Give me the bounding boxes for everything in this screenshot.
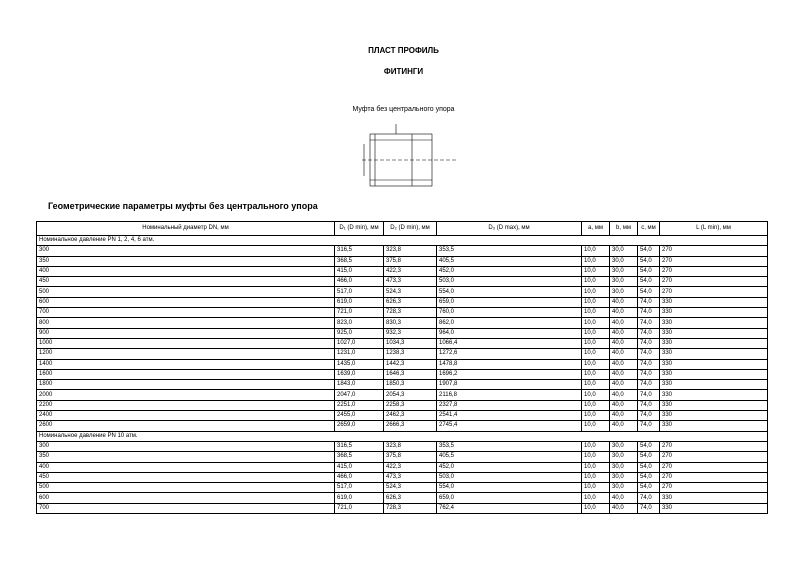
- table-cell: 330: [660, 359, 768, 369]
- table-cell: 10,0: [582, 277, 610, 287]
- table-cell: 30,0: [610, 256, 638, 266]
- table-cell: 466,0: [335, 277, 384, 287]
- col-l: L (L min), мм: [660, 222, 768, 236]
- table-row: [37, 483, 768, 493]
- table-cell: 30,0: [610, 277, 638, 287]
- table-cell: 54,0: [638, 462, 660, 472]
- table-cell: 74,0: [638, 318, 660, 328]
- table-cell: 2258,3: [384, 400, 437, 410]
- table-row: [37, 380, 768, 390]
- group-label: Номинальное давление PN 1, 2, 4, 6 атм.: [37, 236, 768, 246]
- table-cell: 422,3: [384, 462, 437, 472]
- table-cell: 74,0: [638, 359, 660, 369]
- col-dn: Номинальный диаметр DN, мм: [37, 222, 335, 236]
- table-cell: 316,5: [335, 441, 384, 451]
- table-cell: 1200: [37, 349, 335, 359]
- table-cell: 1800: [37, 380, 335, 390]
- table-cell: 10,0: [582, 493, 610, 503]
- table-cell: 10,0: [582, 256, 610, 266]
- table-cell: 74,0: [638, 308, 660, 318]
- table-cell: 40,0: [610, 493, 638, 503]
- table-cell: 10,0: [582, 349, 610, 359]
- table-cell: 700: [37, 308, 335, 318]
- table-cell: 721,0: [335, 503, 384, 513]
- table-cell: 74,0: [638, 390, 660, 400]
- table-cell: 330: [660, 390, 768, 400]
- table-cell: 405,5: [437, 452, 582, 462]
- table-row: [37, 441, 768, 451]
- table-cell: 760,0: [437, 308, 582, 318]
- table-cell: 74,0: [638, 338, 660, 348]
- table-cell: 54,0: [638, 256, 660, 266]
- table-cell: 2745,4: [437, 421, 582, 431]
- table-cell: 503,0: [437, 277, 582, 287]
- table-cell: 10,0: [582, 390, 610, 400]
- table-cell: 422,3: [384, 266, 437, 276]
- table-cell: 450: [37, 277, 335, 287]
- col-d3: D₃ (D max), мм: [437, 222, 582, 236]
- table-cell: 40,0: [610, 297, 638, 307]
- table-cell: 626,3: [384, 297, 437, 307]
- table-cell: 270: [660, 483, 768, 493]
- table-cell: 2659,0: [335, 421, 384, 431]
- table-cell: 74,0: [638, 421, 660, 431]
- table-cell: 728,3: [384, 308, 437, 318]
- table-cell: 368,5: [335, 256, 384, 266]
- table-row: [37, 452, 768, 462]
- table-cell: 10,0: [582, 359, 610, 369]
- table-cell: 368,5: [335, 452, 384, 462]
- table-cell: 10,0: [582, 503, 610, 513]
- group-row: [37, 431, 768, 441]
- table-cell: 330: [660, 338, 768, 348]
- table-cell: 10,0: [582, 297, 610, 307]
- table-row: [37, 256, 768, 266]
- table-row: [37, 369, 768, 379]
- table-cell: 40,0: [610, 308, 638, 318]
- company-title: ПЛАСТ ПРОФИЛЬ: [368, 46, 439, 55]
- table-cell: 1696,2: [437, 369, 582, 379]
- table-cell: 473,3: [384, 472, 437, 482]
- table-cell: 500: [37, 287, 335, 297]
- table-cell: 619,0: [335, 493, 384, 503]
- col-d1: D₁ (D min), мм: [335, 222, 384, 236]
- table-cell: 964,0: [437, 328, 582, 338]
- table-cell: 10,0: [582, 338, 610, 348]
- table-cell: 1850,3: [384, 380, 437, 390]
- table-cell: 270: [660, 452, 768, 462]
- table-cell: 1442,3: [384, 359, 437, 369]
- table-row: [37, 277, 768, 287]
- table-cell: 270: [660, 462, 768, 472]
- table-cell: 30,0: [610, 287, 638, 297]
- table-row: [37, 318, 768, 328]
- table-cell: 330: [660, 308, 768, 318]
- table-cell: 323,8: [384, 246, 437, 256]
- table-cell: 330: [660, 349, 768, 359]
- figure-caption: Муфта без центрального упора: [352, 106, 455, 113]
- table-cell: 2600: [37, 421, 335, 431]
- table-cell: 1034,3: [384, 338, 437, 348]
- table-cell: 270: [660, 472, 768, 482]
- table-cell: 2251,0: [335, 400, 384, 410]
- table-cell: 10,0: [582, 318, 610, 328]
- table-cell: 40,0: [610, 359, 638, 369]
- table-cell: 10,0: [582, 328, 610, 338]
- table-cell: 2400: [37, 411, 335, 421]
- table-cell: 54,0: [638, 246, 660, 256]
- table-cell: 270: [660, 277, 768, 287]
- table-cell: 353,5: [437, 246, 582, 256]
- table-cell: 30,0: [610, 266, 638, 276]
- table-cell: 1600: [37, 369, 335, 379]
- table-cell: 40,0: [610, 328, 638, 338]
- table-cell: 1907,8: [437, 380, 582, 390]
- table-row: [37, 328, 768, 338]
- table-cell: 524,3: [384, 483, 437, 493]
- table-cell: 330: [660, 411, 768, 421]
- table-cell: 517,0: [335, 287, 384, 297]
- table-cell: 1238,3: [384, 349, 437, 359]
- table-cell: 2666,3: [384, 421, 437, 431]
- table-row: [37, 297, 768, 307]
- table-cell: 2327,8: [437, 400, 582, 410]
- table-cell: 270: [660, 287, 768, 297]
- table-cell: 10,0: [582, 287, 610, 297]
- table-cell: 2047,0: [335, 390, 384, 400]
- table-cell: 452,0: [437, 462, 582, 472]
- table-cell: 54,0: [638, 483, 660, 493]
- table-cell: 2462,3: [384, 411, 437, 421]
- table-cell: 10,0: [582, 308, 610, 318]
- table-cell: 74,0: [638, 503, 660, 513]
- category-title: ФИТИНГИ: [383, 67, 424, 76]
- table-cell: 40,0: [610, 421, 638, 431]
- table-cell: 330: [660, 318, 768, 328]
- table-cell: 517,0: [335, 483, 384, 493]
- table-cell: 30,0: [610, 483, 638, 493]
- table-cell: 270: [660, 256, 768, 266]
- table-cell: 330: [660, 421, 768, 431]
- table-cell: 330: [660, 369, 768, 379]
- table-cell: 54,0: [638, 441, 660, 451]
- table-cell: 830,3: [384, 318, 437, 328]
- table-cell: 10,0: [582, 472, 610, 482]
- table-cell: 74,0: [638, 297, 660, 307]
- table-cell: 823,0: [335, 318, 384, 328]
- table-cell: 400: [37, 462, 335, 472]
- table-cell: 74,0: [638, 400, 660, 410]
- table-row: [37, 421, 768, 431]
- col-c: c, мм: [638, 222, 660, 236]
- table-cell: 500: [37, 483, 335, 493]
- table-cell: 2455,0: [335, 411, 384, 421]
- table-cell: 400: [37, 266, 335, 276]
- table-cell: 728,3: [384, 503, 437, 513]
- table-row: [37, 287, 768, 297]
- table-row: [37, 338, 768, 348]
- table-cell: 554,0: [437, 483, 582, 493]
- table-cell: 10,0: [582, 380, 610, 390]
- table-cell: 54,0: [638, 472, 660, 482]
- table-cell: 375,8: [384, 256, 437, 266]
- table-cell: 1066,4: [437, 338, 582, 348]
- table-cell: 1478,8: [437, 359, 582, 369]
- table-cell: 40,0: [610, 349, 638, 359]
- table-row: [37, 349, 768, 359]
- table-cell: 30,0: [610, 472, 638, 482]
- table-cell: 659,0: [437, 493, 582, 503]
- table-cell: 74,0: [638, 411, 660, 421]
- table-cell: 323,8: [384, 441, 437, 451]
- table-cell: 40,0: [610, 318, 638, 328]
- table-row: [37, 390, 768, 400]
- table-cell: 316,5: [335, 246, 384, 256]
- table-cell: 353,5: [437, 441, 582, 451]
- table-cell: 330: [660, 328, 768, 338]
- table-cell: 30,0: [610, 452, 638, 462]
- table-cell: 10,0: [582, 411, 610, 421]
- table-row: [37, 359, 768, 369]
- table-cell: 375,8: [384, 452, 437, 462]
- table-cell: 700: [37, 503, 335, 513]
- table-cell: 54,0: [638, 287, 660, 297]
- table-cell: 40,0: [610, 369, 638, 379]
- table-cell: 330: [660, 400, 768, 410]
- table-cell: 450: [37, 472, 335, 482]
- table-cell: 1027,0: [335, 338, 384, 348]
- group-row: [37, 236, 768, 246]
- table-cell: 10,0: [582, 246, 610, 256]
- table-cell: 300: [37, 246, 335, 256]
- table-cell: 1843,0: [335, 380, 384, 390]
- parameters-table: [36, 221, 768, 514]
- group-label: Номинальное давление PN 10 атм.: [37, 431, 768, 441]
- table-cell: 330: [660, 380, 768, 390]
- table-cell: 40,0: [610, 390, 638, 400]
- table-cell: 270: [660, 246, 768, 256]
- table-row: [37, 246, 768, 256]
- table-cell: 2000: [37, 390, 335, 400]
- table-cell: 600: [37, 493, 335, 503]
- col-a: a, мм: [582, 222, 610, 236]
- table-cell: 415,0: [335, 462, 384, 472]
- table-cell: 1646,3: [384, 369, 437, 379]
- table-row: [37, 400, 768, 410]
- table-cell: 600: [37, 297, 335, 307]
- table-cell: 503,0: [437, 472, 582, 482]
- table-cell: 1400: [37, 359, 335, 369]
- table-cell: 932,3: [384, 328, 437, 338]
- table-cell: 405,5: [437, 256, 582, 266]
- table-cell: 10,0: [582, 441, 610, 451]
- table-cell: 10,0: [582, 266, 610, 276]
- table-cell: 74,0: [638, 380, 660, 390]
- table-cell: 330: [660, 493, 768, 503]
- table-cell: 762,4: [437, 503, 582, 513]
- table-cell: 74,0: [638, 328, 660, 338]
- table-cell: 1000: [37, 338, 335, 348]
- table-cell: 862,0: [437, 318, 582, 328]
- table-cell: 473,3: [384, 277, 437, 287]
- table-cell: 54,0: [638, 452, 660, 462]
- table-cell: 1231,0: [335, 349, 384, 359]
- table-cell: 54,0: [638, 277, 660, 287]
- table-body: [37, 236, 768, 514]
- table-row: [37, 503, 768, 513]
- table-cell: 350: [37, 452, 335, 462]
- table-cell: 452,0: [437, 266, 582, 276]
- table-cell: 300: [37, 441, 335, 451]
- table-cell: 900: [37, 328, 335, 338]
- table-cell: 524,3: [384, 287, 437, 297]
- table-cell: 2116,8: [437, 390, 582, 400]
- table-row: [37, 266, 768, 276]
- table-cell: 2200: [37, 400, 335, 410]
- table-cell: 30,0: [610, 462, 638, 472]
- table-cell: 350: [37, 256, 335, 266]
- table-cell: 2054,3: [384, 390, 437, 400]
- table-cell: 10,0: [582, 369, 610, 379]
- table-row: [37, 462, 768, 472]
- table-cell: 40,0: [610, 380, 638, 390]
- table-cell: 10,0: [582, 452, 610, 462]
- table-row: [37, 493, 768, 503]
- table-cell: 1272,6: [437, 349, 582, 359]
- table-cell: 1639,0: [335, 369, 384, 379]
- table-cell: 10,0: [582, 462, 610, 472]
- section-title: Геометрические параметры муфты без центрального упора: [48, 201, 318, 211]
- table-cell: 30,0: [610, 441, 638, 451]
- col-b: b, мм: [610, 222, 638, 236]
- table-cell: 74,0: [638, 369, 660, 379]
- table-cell: 10,0: [582, 421, 610, 431]
- table-cell: 554,0: [437, 287, 582, 297]
- table-cell: 54,0: [638, 266, 660, 276]
- table-cell: 40,0: [610, 400, 638, 410]
- table-cell: 270: [660, 266, 768, 276]
- coupling-drawing: [360, 120, 460, 192]
- table-cell: 40,0: [610, 338, 638, 348]
- table-cell: 10,0: [582, 400, 610, 410]
- table-cell: 925,0: [335, 328, 384, 338]
- table-cell: 415,0: [335, 266, 384, 276]
- col-d2: D₂ (D min), мм: [384, 222, 437, 236]
- table-cell: 330: [660, 297, 768, 307]
- table-cell: 626,3: [384, 493, 437, 503]
- table-cell: 270: [660, 441, 768, 451]
- table-cell: 2541,4: [437, 411, 582, 421]
- table-cell: 40,0: [610, 411, 638, 421]
- table-cell: 800: [37, 318, 335, 328]
- table-cell: 466,0: [335, 472, 384, 482]
- table-cell: 330: [660, 503, 768, 513]
- table-cell: 10,0: [582, 483, 610, 493]
- table-cell: 659,0: [437, 297, 582, 307]
- table-row: [37, 308, 768, 318]
- table-cell: 721,0: [335, 308, 384, 318]
- table-row: [37, 411, 768, 421]
- table-row: [37, 472, 768, 482]
- table-cell: 619,0: [335, 297, 384, 307]
- table-header-row: [37, 222, 768, 236]
- table-cell: 30,0: [610, 246, 638, 256]
- table-cell: 74,0: [638, 349, 660, 359]
- table-cell: 74,0: [638, 493, 660, 503]
- table-cell: 1435,0: [335, 359, 384, 369]
- table-cell: 40,0: [610, 503, 638, 513]
